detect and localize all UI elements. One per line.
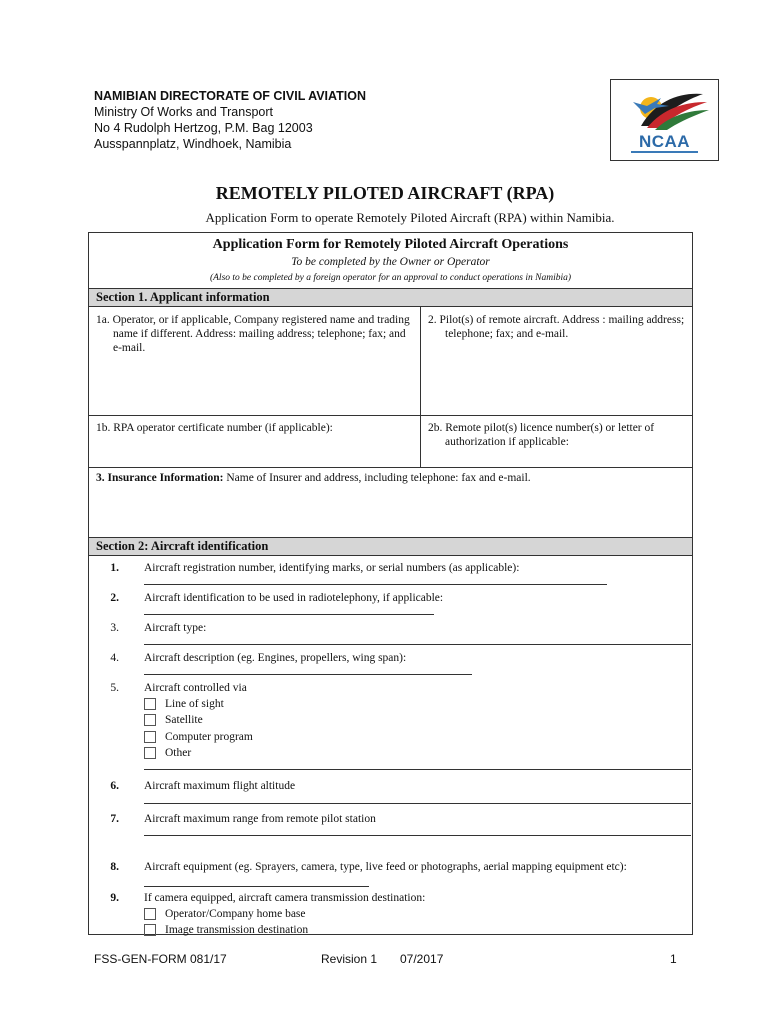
section1-divider	[420, 307, 421, 468]
range-input-line[interactable]	[144, 835, 691, 836]
item-label: If camera equipped, aircraft camera transmission destination:	[144, 892, 426, 904]
item-label: Aircraft description (eg. Engines, propellers, wing span):	[144, 652, 407, 664]
description-input-line[interactable]	[144, 674, 472, 675]
footer-revision: Revision 1	[321, 952, 378, 966]
letterhead	[94, 88, 366, 152]
aircraft-type-input-line[interactable]	[144, 644, 691, 645]
item-number: 4.	[110, 652, 119, 664]
logo-underline	[631, 151, 698, 153]
field-pilot-licence[interactable]	[428, 421, 686, 449]
item-label: Aircraft identification to be used in radiotelephony, if applicable:	[144, 592, 444, 604]
item-number: 1.	[110, 562, 119, 574]
q3-label: 3. Insurance Information:	[96, 472, 224, 484]
row-divider	[89, 467, 692, 468]
item-number: 7.	[110, 813, 119, 825]
option-home-base: Operator/Company home base	[165, 908, 306, 920]
checkbox-satellite[interactable]	[144, 714, 156, 726]
field-insurance[interactable]	[96, 471, 686, 485]
checkbox-computer-program[interactable]	[144, 731, 156, 743]
form-instruction: To be completed by the Owner or Operator	[291, 256, 490, 268]
option-other: Other	[165, 747, 192, 759]
city-line: Ausspannplatz, Windhoek, Namibia	[94, 137, 292, 151]
q3-text: Name of Insurer and address, including telephone: fax and e-mail.	[223, 472, 531, 484]
q1a-label: 1a. Operator, or if applicable, Company registered name and trading name if different. Address: mailing address; telephone; fax; and e-mail.	[96, 314, 410, 354]
checkbox-image-transmission[interactable]	[144, 924, 156, 936]
item-label: Aircraft type:	[144, 622, 207, 634]
altitude-input-line[interactable]	[144, 803, 691, 804]
ministry-line: Ministry Of Works and Transport	[94, 105, 273, 119]
item-number: 5.	[110, 682, 119, 694]
organization-name: NAMIBIAN DIRECTORATE OF CIVIL AVIATION	[94, 89, 366, 103]
document-title: REMOTELY PILOTED AIRCRAFT (RPA)	[215, 183, 555, 203]
logo-text: NCAA	[638, 132, 691, 151]
address-line: No 4 Rudolph Hertzog, P.M. Bag 12003	[94, 121, 313, 135]
option-computer-program: Computer program	[165, 731, 253, 743]
item-number: 2.	[110, 592, 119, 604]
item-label: Aircraft maximum flight altitude	[144, 780, 296, 792]
option-line-of-sight: Line of sight	[165, 698, 224, 710]
section2-header: Section 2: Aircraft identification	[89, 537, 692, 556]
item-number: 9.	[110, 892, 119, 904]
item-label: Aircraft registration number, identifying marks, or serial numbers (as applicable):	[144, 562, 520, 574]
item-number: 6.	[110, 780, 119, 792]
form-heading: Application Form for Remotely Piloted Aircraft Operations	[212, 237, 569, 252]
radiotelephony-input-line[interactable]	[144, 614, 434, 615]
field-operator-certificate[interactable]	[96, 421, 414, 435]
checkbox-line-of-sight[interactable]	[144, 698, 156, 710]
ncaa-logo	[610, 79, 719, 161]
registration-input-line[interactable]	[144, 584, 607, 585]
document-subtitle: Application Form to operate Remotely Piloted Aircraft (RPA) within Namibia.	[205, 210, 615, 225]
section1-header: Section 1. Applicant information	[89, 288, 692, 307]
option-image-transmission: Image transmission destination	[165, 924, 309, 936]
option-satellite: Satellite	[165, 714, 203, 726]
footer-date: 07/2017	[400, 952, 444, 966]
control-other-input-line[interactable]	[144, 769, 691, 770]
equipment-input-line[interactable]	[144, 886, 369, 887]
row-divider	[89, 415, 692, 416]
item-number: 3.	[110, 622, 119, 634]
footer-page-number: 1	[670, 952, 677, 966]
item-label: Aircraft maximum range from remote pilot station	[144, 813, 376, 825]
field-operator-name[interactable]	[96, 313, 414, 355]
q2-label: 2. Pilot(s) of remote aircraft. Address : mailing address; telephone; fax; and e-mail.	[428, 314, 685, 340]
checkbox-home-base[interactable]	[144, 908, 156, 920]
form-note: (Also to be completed by a foreign operator for an approval to conduct operations in Namibia)	[209, 273, 572, 283]
q1b-label: 1b. RPA operator certificate number (if applicable):	[96, 422, 333, 434]
q2b-label: 2b. Remote pilot(s) licence number(s) or letter of authorization if applicable:	[428, 422, 655, 448]
application-form	[88, 232, 693, 935]
item-label: Aircraft controlled via	[144, 682, 247, 694]
item-number: 8.	[110, 861, 119, 873]
field-pilot-address[interactable]	[428, 313, 686, 341]
item-label: Aircraft equipment (eg. Sprayers, camera, type, live feed or photographs, aerial mapping equipment etc):	[144, 861, 627, 873]
checkbox-other[interactable]	[144, 747, 156, 759]
footer-form-id: FSS-GEN-FORM 081/17	[94, 952, 227, 966]
